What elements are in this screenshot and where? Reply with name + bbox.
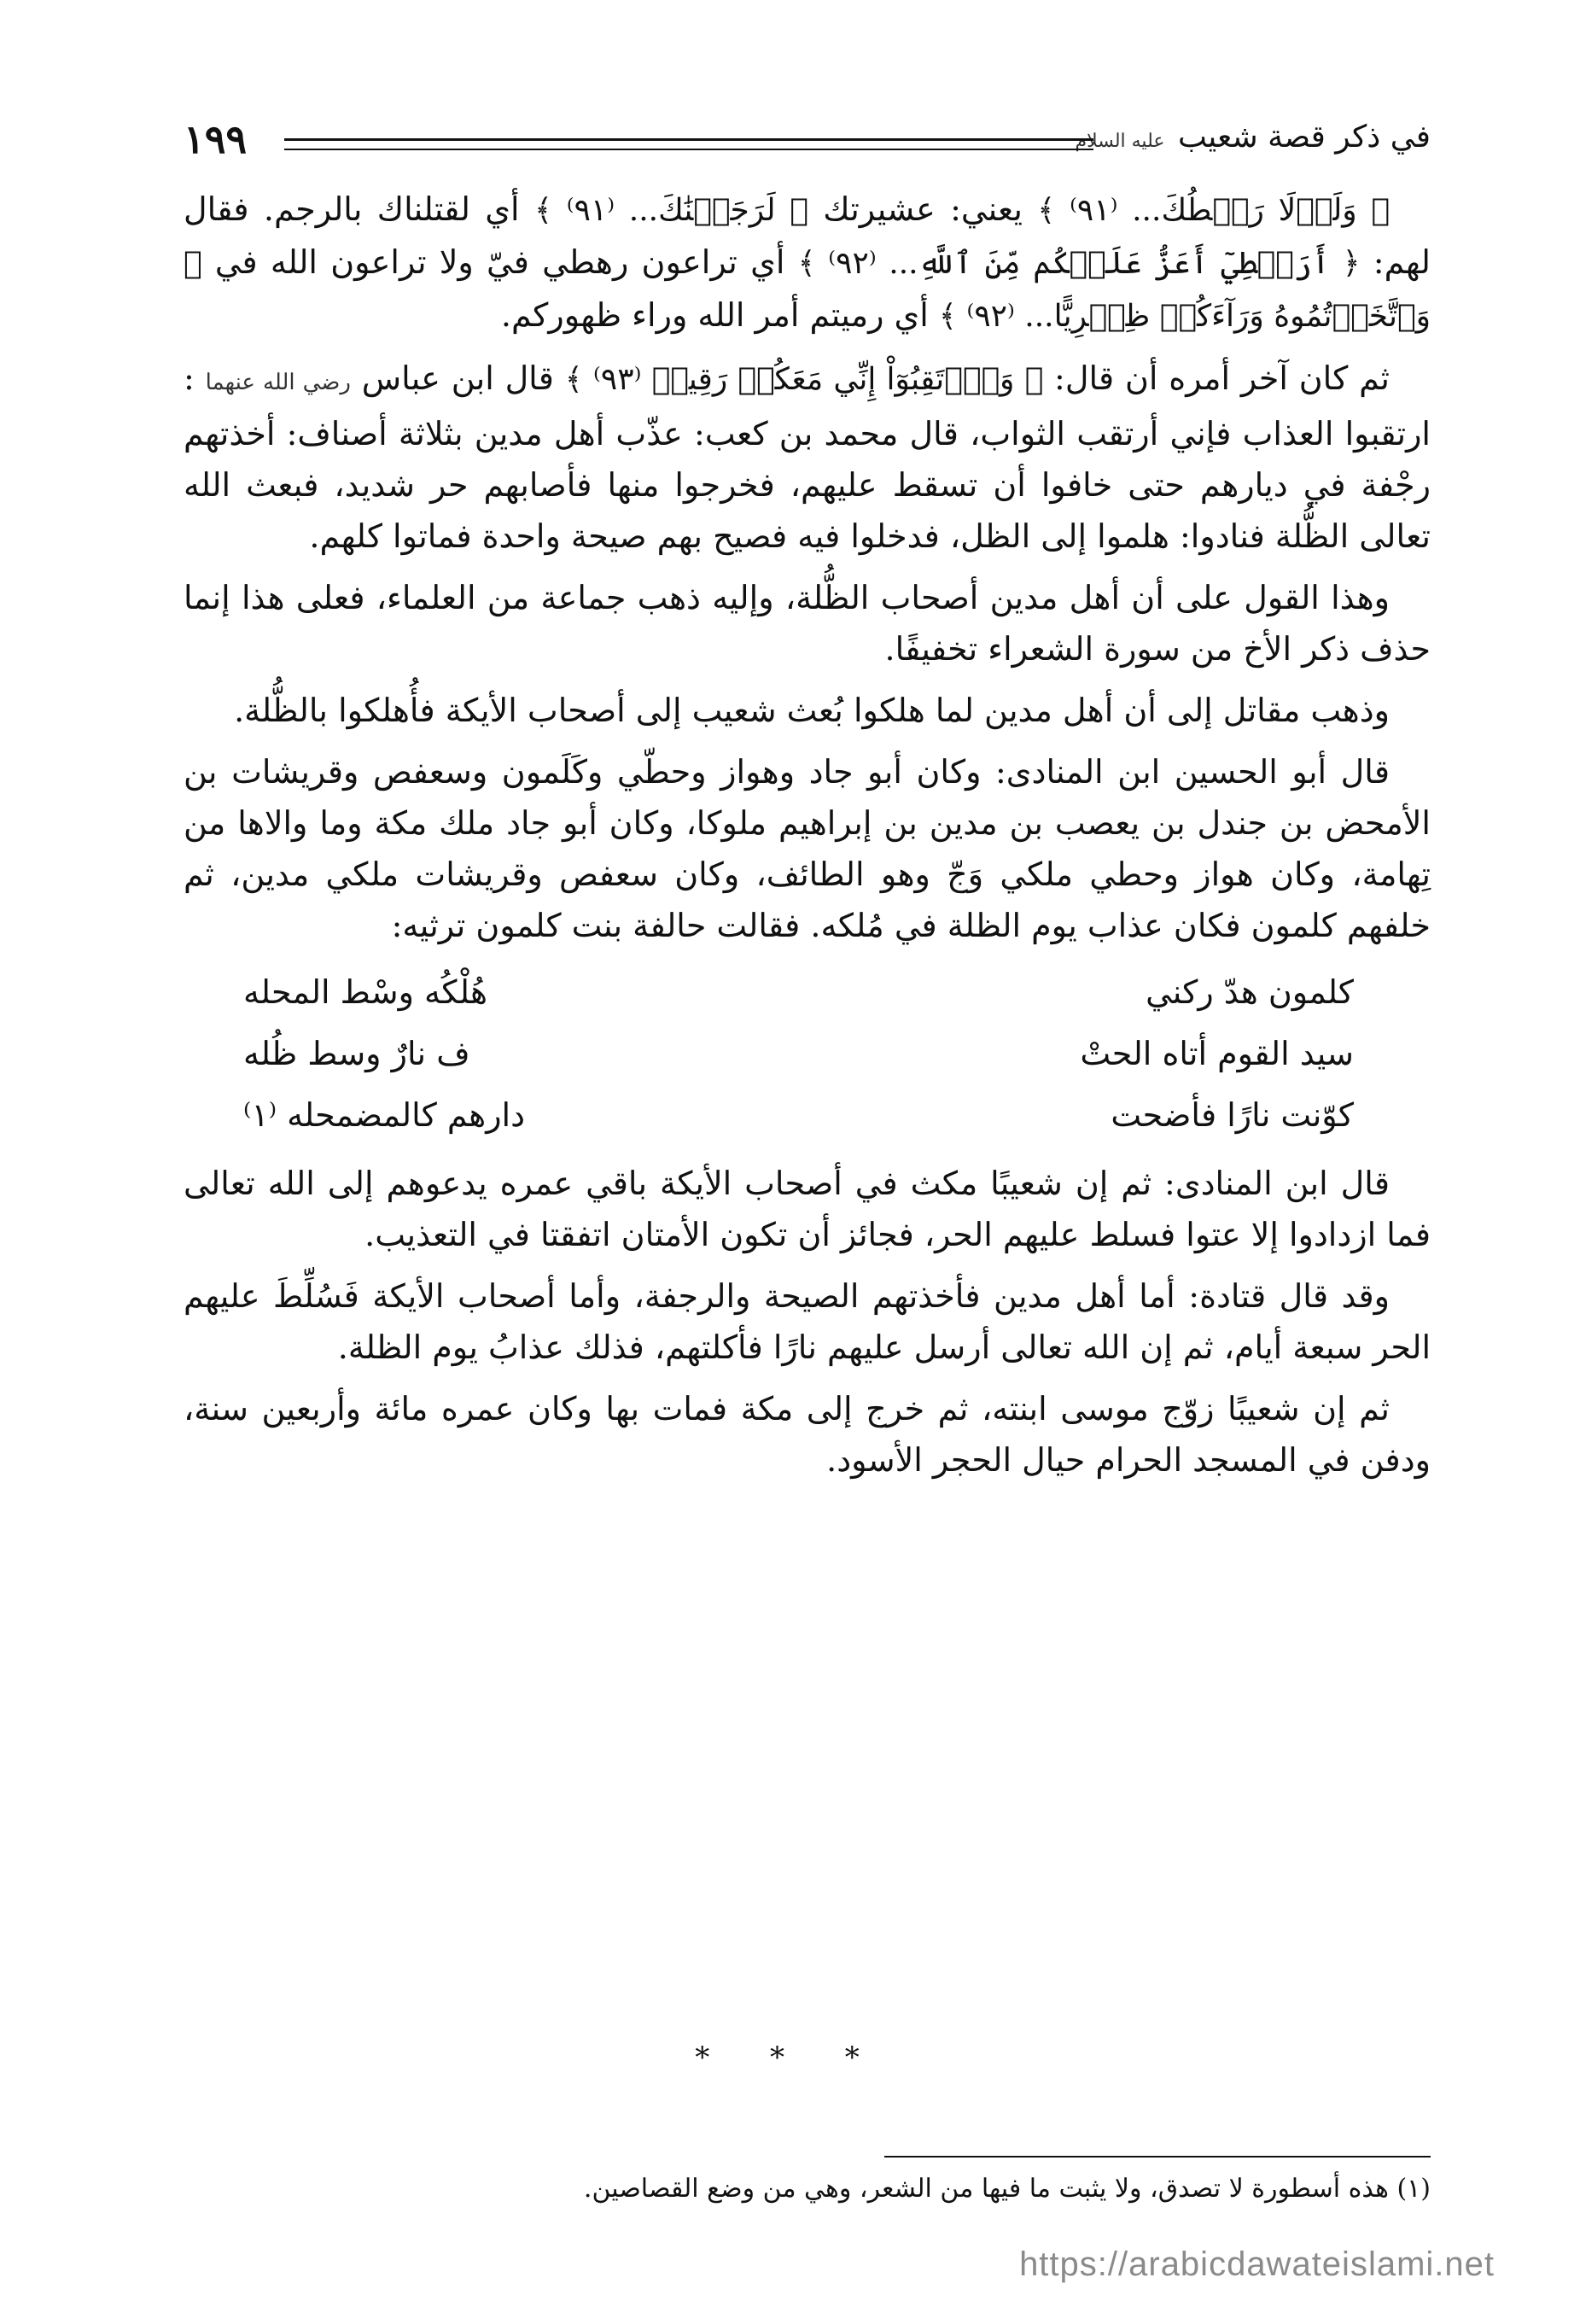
text-run: قال ابن عباس bbox=[350, 359, 554, 397]
poem-hemistich-second: هُلْكُه وسْط المحله bbox=[243, 973, 487, 1011]
poem-hemistich-first: كوّنت نارًا فأضحت bbox=[1111, 1096, 1354, 1134]
quran-verse: ﴿ أَرَهۡطِيٓ أَعَزُّ عَلَيۡكُم مِّنَ ٱللَّهِ... ⁽٩٢⁾ ﴾ bbox=[797, 246, 1361, 281]
poem-verse bbox=[184, 961, 1431, 1023]
paragraph-4: وذهب مقاتل إلى أن أهل مدين لما هلكوا بُعث شعيب إلى أصحاب الأيكة فأُهلكوا بالظُّلة. bbox=[234, 692, 1390, 729]
poem-hemistich-first: سيد القوم أتاه الحتْ bbox=[1080, 1035, 1354, 1072]
poem-hemistich-second: ف نارٌ وسط ظُله bbox=[243, 1035, 470, 1072]
text-run: ثم كان آخر أمره أن قال: bbox=[1043, 359, 1390, 397]
poem-verse bbox=[184, 1023, 1431, 1084]
footnote-rule bbox=[884, 2156, 1431, 2158]
paragraph-6: قال ابن المنادى: ثم إن شعيبًا مكث في أصحاب الأيكة باقي عمره يدعوهم إلى الله تعالى فما ازدادوا إلا عتوا فسلط عليهم الحر، فجائز أن تكون الأمتان اتفقتا في التعذيب. bbox=[184, 1165, 1431, 1253]
footnote: (١) هذه أسطورة لا تصدق، ولا يثبت ما فيها من الشعر، وهي من وضع القصاصين. bbox=[583, 2174, 1431, 2204]
quran-verse: ﴿ وَٱتَّخَذۡتُمُوهُ وَرَآءَكُمۡ ظِهۡرِيًّا... ⁽٩٢⁾ ﴾ bbox=[184, 246, 1431, 334]
page-number: ١٩٩ bbox=[184, 116, 248, 162]
poem-hemistich-first: كلمون هدّ ركني bbox=[1146, 973, 1354, 1011]
text-run: أي رميتم أمر الله وراء ظهوركم. bbox=[500, 296, 929, 334]
text-run: : ارتقبوا العذاب فإني أرتقب الثواب، قال محمد بن كعب: عذّب أهل مدين بثلاثة أصناف: أخذتهم رجْفة في ديارهم حتى خافوا أن تسقط عليهم، فخرجوا منها فأصابهم حر شديد، فبعث الله تعالى الظُّلة فنادوا: هلموا إلى الظل، فدخلوا فيه فصيح بهم صيحة واحدة فماتوا كلهم. bbox=[184, 359, 1431, 555]
poem bbox=[184, 961, 1431, 1146]
honorific-glyph: رضي الله عنهما bbox=[205, 370, 351, 395]
paragraph-1 bbox=[184, 184, 1431, 342]
quran-verse: ﴿ لَرَجَمۡنَٰكَ... ⁽٩١⁾ ﴾ bbox=[533, 193, 808, 228]
paragraph-3: وهذا القول على أن أهل مدين أصحاب الظُّلة، وإليه ذهب جماعة من العلماء، فعلى هذا إنما حذف ذكر الأخ من سورة الشعراء تخفيفًا. bbox=[184, 579, 1431, 668]
running-title-text: في ذكر قصة شعيب bbox=[1177, 120, 1431, 155]
text-run: أي لقتلناك بالرجم. فقال لهم: bbox=[184, 190, 1431, 281]
watermark-url: https://arabicdawateislami.net bbox=[1019, 2245, 1495, 2283]
header-rule bbox=[284, 138, 1093, 150]
page-header bbox=[184, 118, 1431, 169]
text-run: أي تراعون رهطي فيّ ولا تراعون الله في bbox=[201, 243, 785, 281]
paragraph-5: قال أبو الحسين ابن المنادى: وكان أبو جاد وهواز وحطّي وكَلَمون وسعفص وقريشات بن الأمحض بن جندل بن يعصب بن مدين بن إبراهيم ملوكا، وكان أبو جاد ملك مكة وما والاها من تِهامة، وكان هواز وحطي ملكي وَجّ وهو الطائف، وكان سعفص وقريشات ملكي مدين، ثم خلفهم كلمون فكان عذاب يوم الظلة في مُلكه. فقالت حالفة بنت كلمون ترثيه: bbox=[184, 753, 1431, 944]
paragraph-8: ثم إن شعيبًا زوّج موسى ابنته، ثم خرج إلى مكة فمات بها وكان عمره مائة وأربعين سنة، ودفن في المسجد الحرام حيال الحجر الأسود. bbox=[184, 1390, 1431, 1479]
section-separator: * * * bbox=[695, 2041, 885, 2075]
text-run: يعني: عشيرتك bbox=[807, 190, 1023, 228]
quran-verse: ﴿ وَٱرۡتَقِبُوٓاْ إِنِّي مَعَكُمۡ رَقِيبٞ ⁽٩٣⁾ ﴾ bbox=[564, 362, 1044, 397]
poem-hemistich-second: دارهم كالمضمحله ⁽١⁾ bbox=[243, 1096, 526, 1134]
salutation-glyph: عليه السلام bbox=[1075, 131, 1165, 152]
poem-verse bbox=[184, 1084, 1431, 1146]
paragraph-7: وقد قال قتادة: أما أهل مدين فأخذتهم الصيحة والرجفة، وأما أصحاب الأيكة فَسُلِّطَ عليهم الحر سبعة أيام، ثم إن الله تعالى أرسل عليهم نارًا فأكلتهم، فذلك عذابُ يوم الظلة. bbox=[184, 1277, 1431, 1366]
main-text bbox=[184, 184, 1431, 1496]
running-title bbox=[1075, 120, 1431, 155]
paragraph-2 bbox=[184, 353, 1431, 562]
quran-verse: ﴿ وَلَوۡلَا رَهۡطُكَ... ⁽٩١⁾ ﴾ bbox=[1037, 193, 1390, 228]
